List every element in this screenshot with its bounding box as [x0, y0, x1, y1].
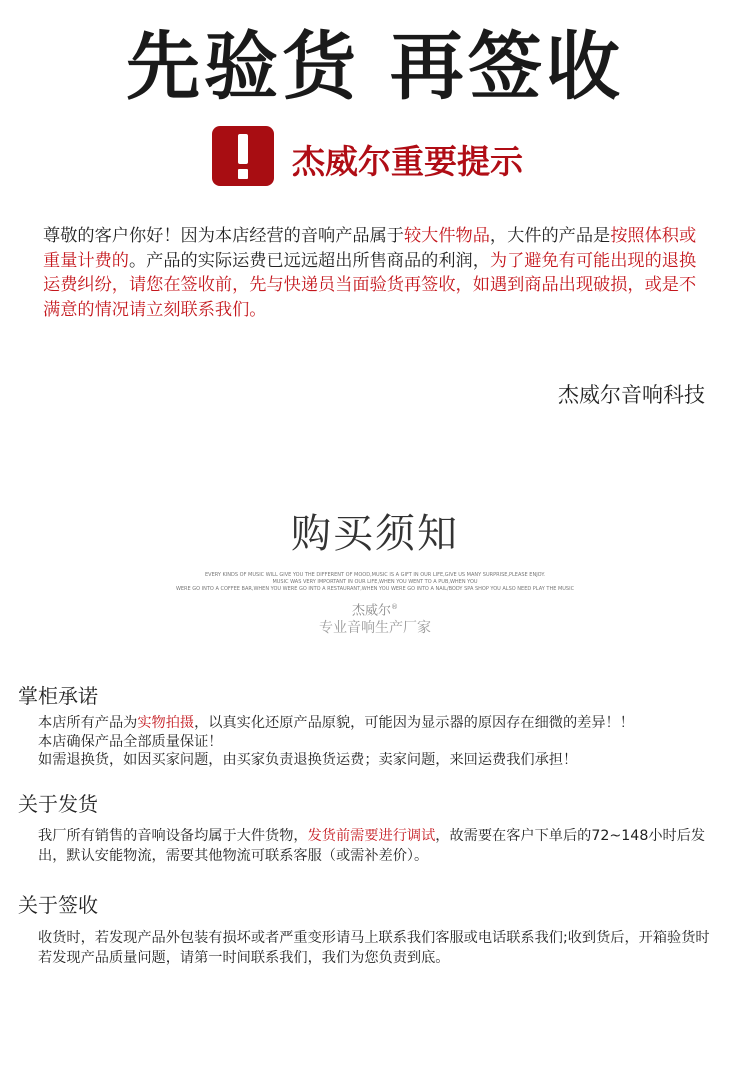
receipt-paragraph: 收货时，若发现产品外包装有损坏或者严重变形请马上联系我们客服或电话联系我们;收到货后，开箱验货时若发现产品质量问题，请第一时间联系我们，我们为您负责到底。	[38, 930, 710, 966]
signature: 杰威尔音响科技	[558, 383, 705, 407]
shipping-paragraph	[38, 826, 718, 866]
shipping-highlight: 发货前需要进行调试	[307, 828, 436, 844]
english-line: MUSIC WAS VERY IMPORTANT IN OUR LIFE,WHEN YOU WENT TO A PUB,WHEN YOU	[272, 579, 478, 585]
promise-line: 本店确保产品全部质量保证！	[38, 734, 223, 750]
english-line: WERE GO INTO A COFFEE BAR,WHEN YOU WERE GO INTO A RESTAURANT,WHEN YOU WERE GO INTO A NAIL/BODY SPA SHOP YOU ALSO NEED PLAY THE MUSIC	[175, 586, 575, 592]
promise-text: 本店所有产品为	[38, 715, 138, 731]
promise-text: ，以真实化还原产品原貌，可能因为显示器的原因存在细微的差异！！	[194, 715, 634, 731]
notice-text: ，大件的产品是	[489, 226, 611, 246]
notice-text: 尊敬的客户你好！因为本店经营的音响产品属于	[43, 226, 404, 246]
shipping-title: 关于发货	[18, 792, 98, 816]
registered-mark: ®	[391, 603, 398, 611]
brand-name	[0, 598, 750, 620]
promise-title: 掌柜承诺	[18, 684, 98, 708]
notice-highlight: 按照体积或重量计费的	[43, 226, 697, 271]
notice-highlight: 为了避免有可能出现的退换运费纠纷，请您在签收前，先与快递员当面验货再签收，如遇到商品出现破损，或是不满意的情况请立刻联系我们。	[43, 250, 697, 320]
brand-subtitle: 专业音响生产厂家	[319, 620, 431, 636]
notice-text: 。产品的实际运费已远远超出所售商品的利润，	[128, 250, 490, 271]
brand-text: 杰威尔	[351, 603, 391, 619]
promise-line: 如需退换货，如因买家问题，由买家负责退换货运费；卖家问题，来回运费我们承担！	[38, 752, 578, 768]
exclamation-icon	[212, 126, 274, 186]
warning-title: 杰威尔重要提示	[292, 142, 523, 181]
notice-highlight: 较大件物品	[403, 226, 490, 246]
notice-paragraph	[43, 224, 713, 322]
headline: 先验货 再签收	[126, 24, 624, 110]
purchase-title: 购买须知	[291, 511, 459, 557]
promise-line	[38, 713, 718, 733]
receipt-title: 关于签收	[18, 893, 98, 917]
english-line: EVERY KINDS OF MUSIC WILL GIVE YOU THE DIFFERENT OF MOOD,MUSIC IS A GIFT IN OUR LIFE,GIVE US MANY SURPRISE,PLEASE ENJOY.	[205, 572, 545, 578]
promise-highlight: 实物拍摄	[137, 715, 195, 731]
shipping-text: 我厂所有销售的音响设备均属于大件货物，	[38, 828, 308, 844]
shipping-text: ，故需要在客户下单后的72~148小时后发出，默认安能物流，需要其他物流可联系客服（或需补差价）。	[38, 828, 706, 864]
